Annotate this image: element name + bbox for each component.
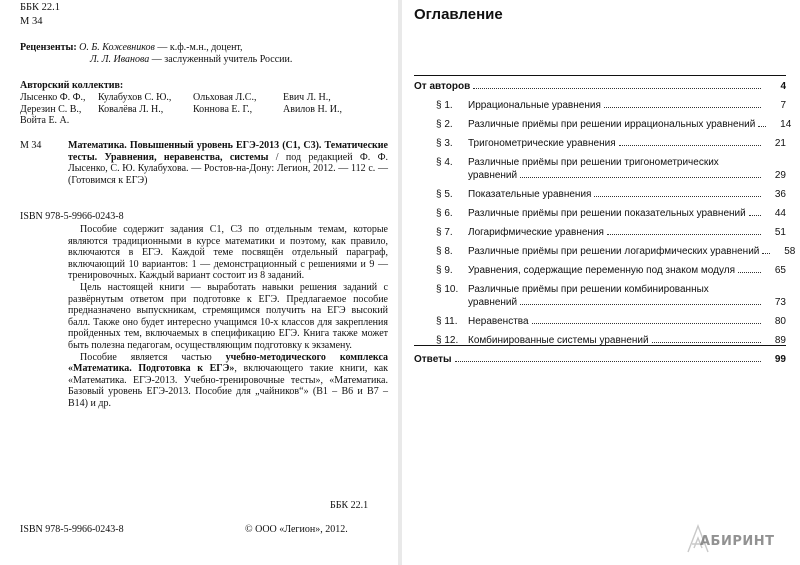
watermark-text: АБИРИНТ	[700, 534, 775, 549]
toc-section-number: § 11.	[436, 316, 458, 327]
reviewer-2-role: — заслуженный учитель России.	[149, 54, 293, 65]
toc-page-number: 65	[774, 265, 786, 276]
toc-entry-title: Различные приёмы при решении комбинированных	[468, 284, 709, 295]
author-name: Дерезин С. В.,	[20, 103, 82, 115]
toc-entry-title: Иррациональные уравнения	[468, 100, 601, 111]
author-name: Ольховая Л.С.,	[193, 91, 257, 103]
isbn-top: ISBN 978-5-9966-0243-8	[20, 211, 124, 222]
abstract	[68, 224, 388, 410]
isbn-bottom: ISBN 978-5-9966-0243-8	[20, 524, 124, 535]
author-name: Евич Л. Н.,	[283, 91, 331, 103]
toc-page-number: 44	[774, 208, 786, 219]
toc-section-number: § 3.	[436, 138, 453, 149]
copyright: © ООО «Легион», 2012.	[245, 524, 348, 535]
toc-section-number: § 12.	[436, 335, 459, 346]
toc-page-number: 36	[774, 189, 786, 200]
abstract-paragraph-2: Цель настоящей книги — выработать навыки решения заданий с развёрнутым ответом при подготовке к ЕГЭ. Предлагаемое пособие предназначено выпускникам, стремящимся получить на ЕГЭ высокий балл. Также оно будет интересно учащимся 10-х классов для закрепления пройденных тем, включаемых в спецификацию ЕГЭ. Книга также может быть полезна педагогам, осуществляющим подготовку к экзамену.	[68, 281, 388, 351]
toc-top-rule	[414, 75, 786, 76]
left-page	[0, 0, 398, 565]
author-name: Ковалёва Л. Н.,	[98, 103, 164, 115]
catalog-entry	[68, 140, 388, 186]
author-name: Коннова Е. Г.,	[193, 103, 253, 115]
bbk-code-top: ББК 22.1	[20, 2, 61, 13]
authors-label: Авторский коллектив:	[20, 80, 124, 91]
catalog-entry-details: / под редакцией Ф. Ф. Лысенко, С. Ю. Кулабухова. — Ростов-на-Дону: Легион, 2012. — 112 с. — (Готовимся к ЕГЭ)	[68, 151, 388, 186]
toc-section-number: § 1.	[436, 100, 453, 111]
toc-entry-title: Различные приёмы при решении тригонометрических	[468, 157, 719, 168]
toc-section-number: § 8.	[436, 246, 453, 257]
catalog-entry-code: М 34	[20, 140, 42, 151]
author-name: Войта Е. А.	[20, 115, 70, 127]
reviewer-1-role: — к.ф.-м.н., доцент,	[154, 42, 243, 53]
abstract-paragraph-3	[68, 352, 388, 410]
authors-block	[20, 80, 342, 127]
toc-title: Оглавление	[414, 6, 503, 23]
toc-section-number: § 5.	[436, 189, 453, 200]
reviewers-block	[20, 42, 292, 66]
toc-entry-title: Неравенства	[468, 316, 529, 327]
toc-entry-title: Различные приёмы при решении показательных уравнений	[468, 208, 746, 219]
reviewers-label: Рецензенты:	[20, 42, 77, 53]
abstract-p3-series: учебно-методического комплекса «Математика. Подготовка к ЕГЭ»	[68, 351, 388, 375]
toc-entry-title: Различные приёмы при решении иррациональных уравнений	[468, 119, 756, 130]
toc-page-number: 80	[774, 316, 786, 327]
toc-section-number: § 6.	[436, 208, 453, 219]
right-page	[402, 0, 800, 565]
toc-section-number: § 2.	[436, 119, 453, 130]
abstract-paragraph-1: Пособие содержит задания С1, С3 по отдельным темам, которые являются традиционными в курсе математики и поэтому, как правило, включаются в ЕГЭ. Каждой теме посвящён отдельный параграф, включающий 10 вариантов: 1 — демонстрационный с решениями и 9 — тренировочных. Каждый вариант состоит из 8 заданий.	[68, 224, 388, 282]
toc-page-number: 89	[774, 335, 786, 346]
toc-entry-title: Показательные уравнения	[468, 189, 592, 200]
toc-entry-title: Тригонометрические уравнения	[468, 138, 616, 149]
toc-entry-title-cont: уравнений	[468, 297, 518, 308]
toc-page-number: 51	[774, 227, 786, 238]
author-name: Лысенко Ф. Ф.,	[20, 91, 86, 103]
bbk-code-bottom: ББК 22.1	[330, 500, 369, 511]
toc-bottom-rule	[414, 345, 786, 346]
toc-entry-title: Логарифмические уравнения	[468, 227, 604, 238]
reviewer-2-name: Л. Л. Иванова	[90, 54, 150, 65]
toc-page-number: 58	[784, 246, 796, 257]
reviewer-1-name: О. Б. Кожевников	[79, 42, 155, 53]
toc-page-number: 14	[780, 119, 792, 130]
toc-section-number: § 7.	[436, 227, 453, 238]
toc-entry-title: Уравнения, содержащие переменную под знаком модуля	[468, 265, 736, 276]
abstract-p3-end: , включающего такие книги, как «Математика. ЕГЭ-2013. Учебно-тренировочные тесты», «Математика. Базовый уровень ЕГЭ-2013. Пособие для „чайников“» (В1 – В6 и В7 – В14) и др.	[68, 363, 388, 409]
toc-entry-title: Различные приёмы при решении логарифмических уравнений	[468, 246, 760, 257]
toc-page-number: 7	[780, 100, 786, 111]
author-name: Кулабухов С. Ю.,	[98, 91, 172, 103]
toc-page-number: 21	[774, 138, 786, 149]
toc-page-number: 99	[774, 354, 786, 365]
abstract-p3-start: Пособие является частью	[80, 351, 226, 363]
catalog-entry-title: Математика. Повышенный уровень ЕГЭ-2013 (С1, С3). Тематические тесты. Уравнения, неравенства, системы	[68, 140, 388, 163]
toc-page-number: 73	[774, 297, 786, 308]
toc-answers-title: Ответы	[414, 354, 452, 365]
toc-entry-title-cont: уравнений	[468, 170, 518, 181]
toc-section-number: § 10.	[436, 284, 459, 295]
toc-page-number: 4	[780, 81, 786, 92]
toc-page-number: 29	[774, 170, 786, 181]
toc-entry-title: Комбинированные системы уравнений	[468, 335, 649, 346]
author-name: Авилов Н. И.,	[283, 103, 342, 115]
toc-section-number: § 9.	[436, 265, 453, 276]
author-mark-top: М 34	[20, 16, 43, 27]
toc-entry-title: От авторов	[414, 81, 471, 92]
toc-section-number: § 4.	[436, 157, 453, 168]
